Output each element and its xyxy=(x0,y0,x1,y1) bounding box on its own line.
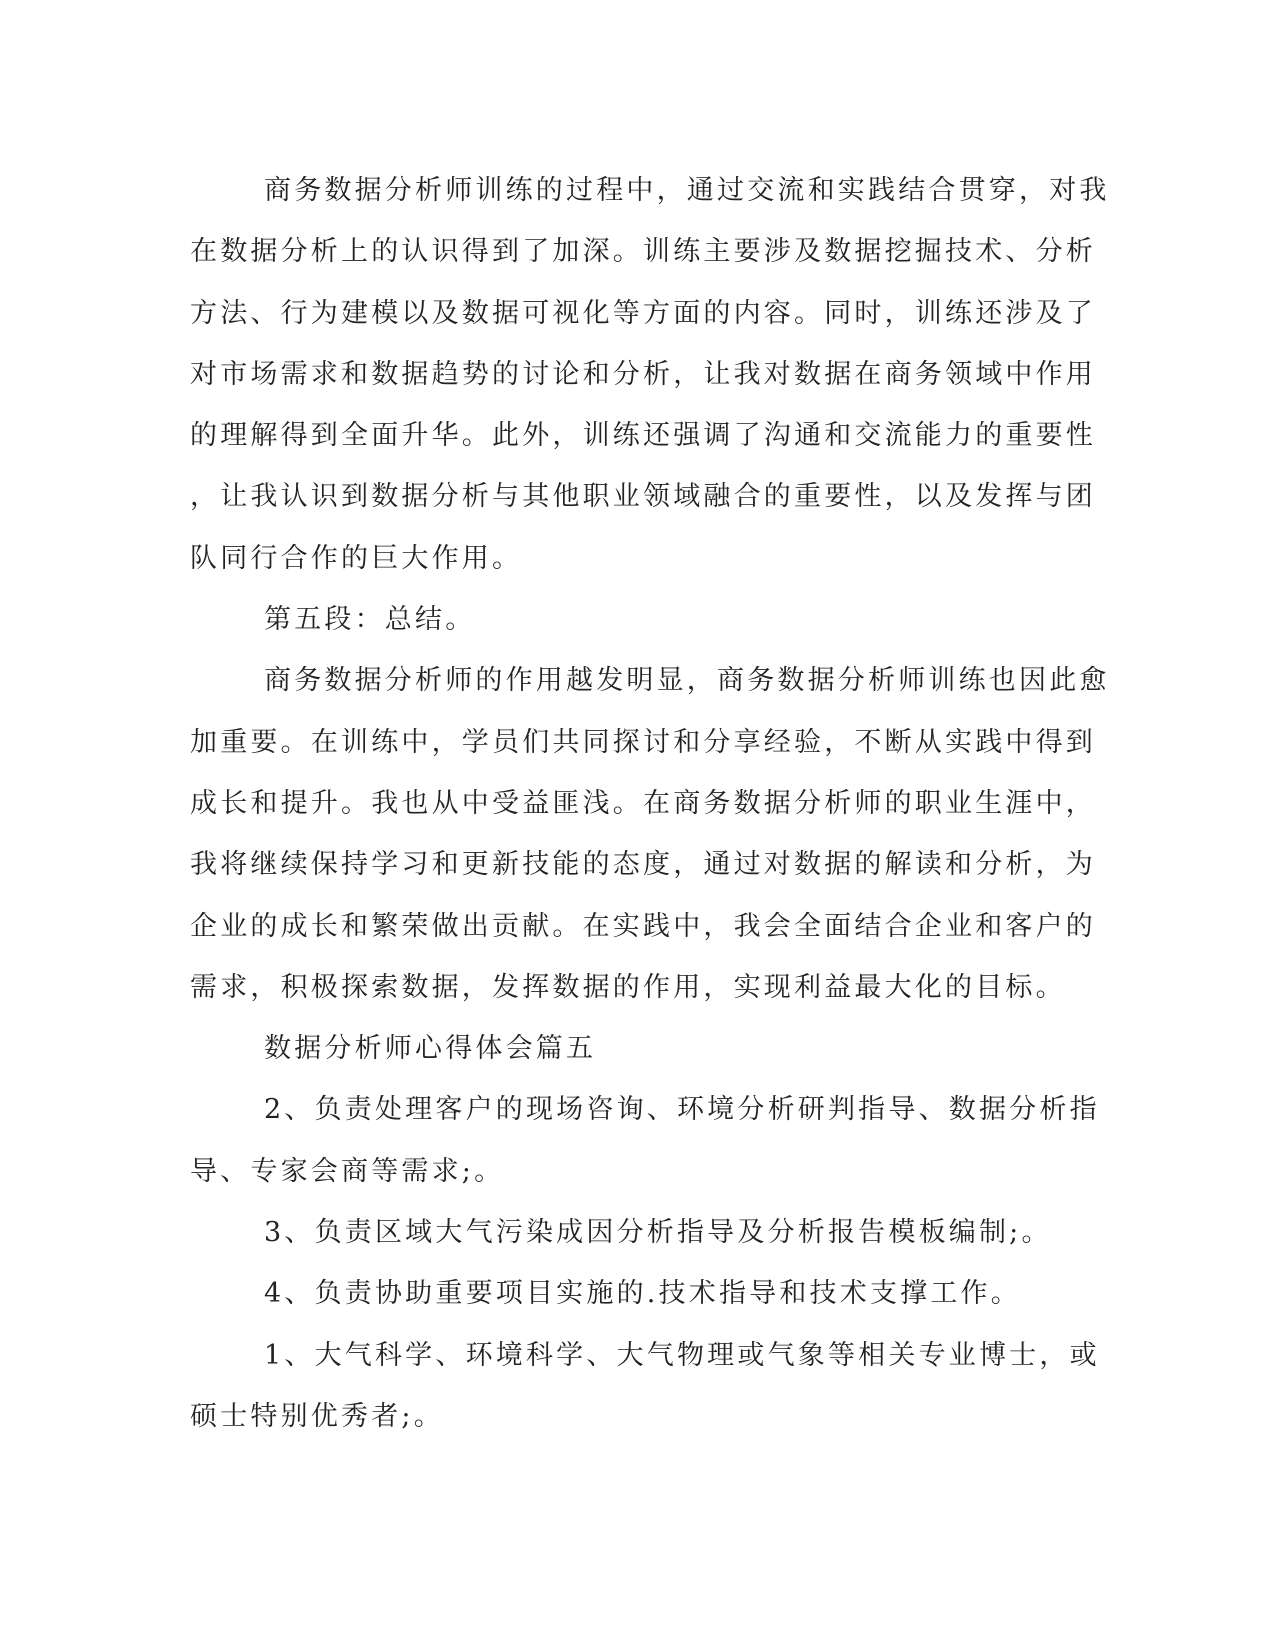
text-line: 商务数据分析师的作用越发明显，商务数据分析师训练也因此愈 xyxy=(264,665,1110,697)
text-line: 成长和提升。我也从中受益匪浅。在商务数据分析师的职业生涯中， xyxy=(190,787,1096,819)
list-item-continuation: 硕士特别优秀者;。 xyxy=(190,1400,444,1432)
text-line: 需求，积极探索数据，发挥数据的作用，实现利益最大化的目标。 xyxy=(190,971,1066,1003)
list-item-continuation: 导、专家会商等需求;。 xyxy=(190,1155,505,1187)
text-line: 队同行合作的巨大作用。 xyxy=(190,542,523,574)
text-line: 企业的成长和繁荣做出贡献。在实践中，我会全面结合企业和客户的 xyxy=(190,910,1096,942)
list-item: 4、负责协助重要项目实施的.技术指导和技术支撑工作。 xyxy=(264,1278,1021,1310)
list-item: 2、负责处理客户的现场咨询、环境分析研判指导、数据分析指 xyxy=(264,1094,1100,1126)
text-line: 商务数据分析师训练的过程中，通过交流和实践结合贯穿，对我 xyxy=(264,175,1110,206)
text-line: 加重要。在训练中，学员们共同探讨和分享经验，不断从实践中得到 xyxy=(190,726,1096,758)
text-line: 我将继续保持学习和更新技能的态度，通过对数据的解读和分析，为 xyxy=(190,849,1096,881)
text-line: 的理解得到全面升华。此外，训练还强调了沟通和交流能力的重要性 xyxy=(190,420,1096,452)
document-body xyxy=(190,160,1110,1447)
text-line: 对市场需求和数据趋势的讨论和分析，让我对数据在商务领域中作用 xyxy=(190,358,1096,390)
list-item: 3、负责区域大气污染成因分析指导及分析报告模板编制;。 xyxy=(264,1217,1052,1249)
section-heading: 第五段：总结。 xyxy=(264,604,476,636)
text-line: 在数据分析上的认识得到了加深。训练主要涉及数据挖掘技术、分析 xyxy=(190,236,1096,268)
text-line: ，让我认识到数据分析与其他职业领域融合的重要性，以及发挥与团 xyxy=(190,481,1096,513)
text-line: 方法、行为建模以及数据可视化等方面的内容。同时，训练还涉及了 xyxy=(190,297,1096,329)
section-title: 数据分析师心得体会篇五 xyxy=(264,1033,597,1065)
list-item: 1、大气科学、环境科学、大气物理或气象等相关专业博士，或 xyxy=(264,1339,1100,1371)
